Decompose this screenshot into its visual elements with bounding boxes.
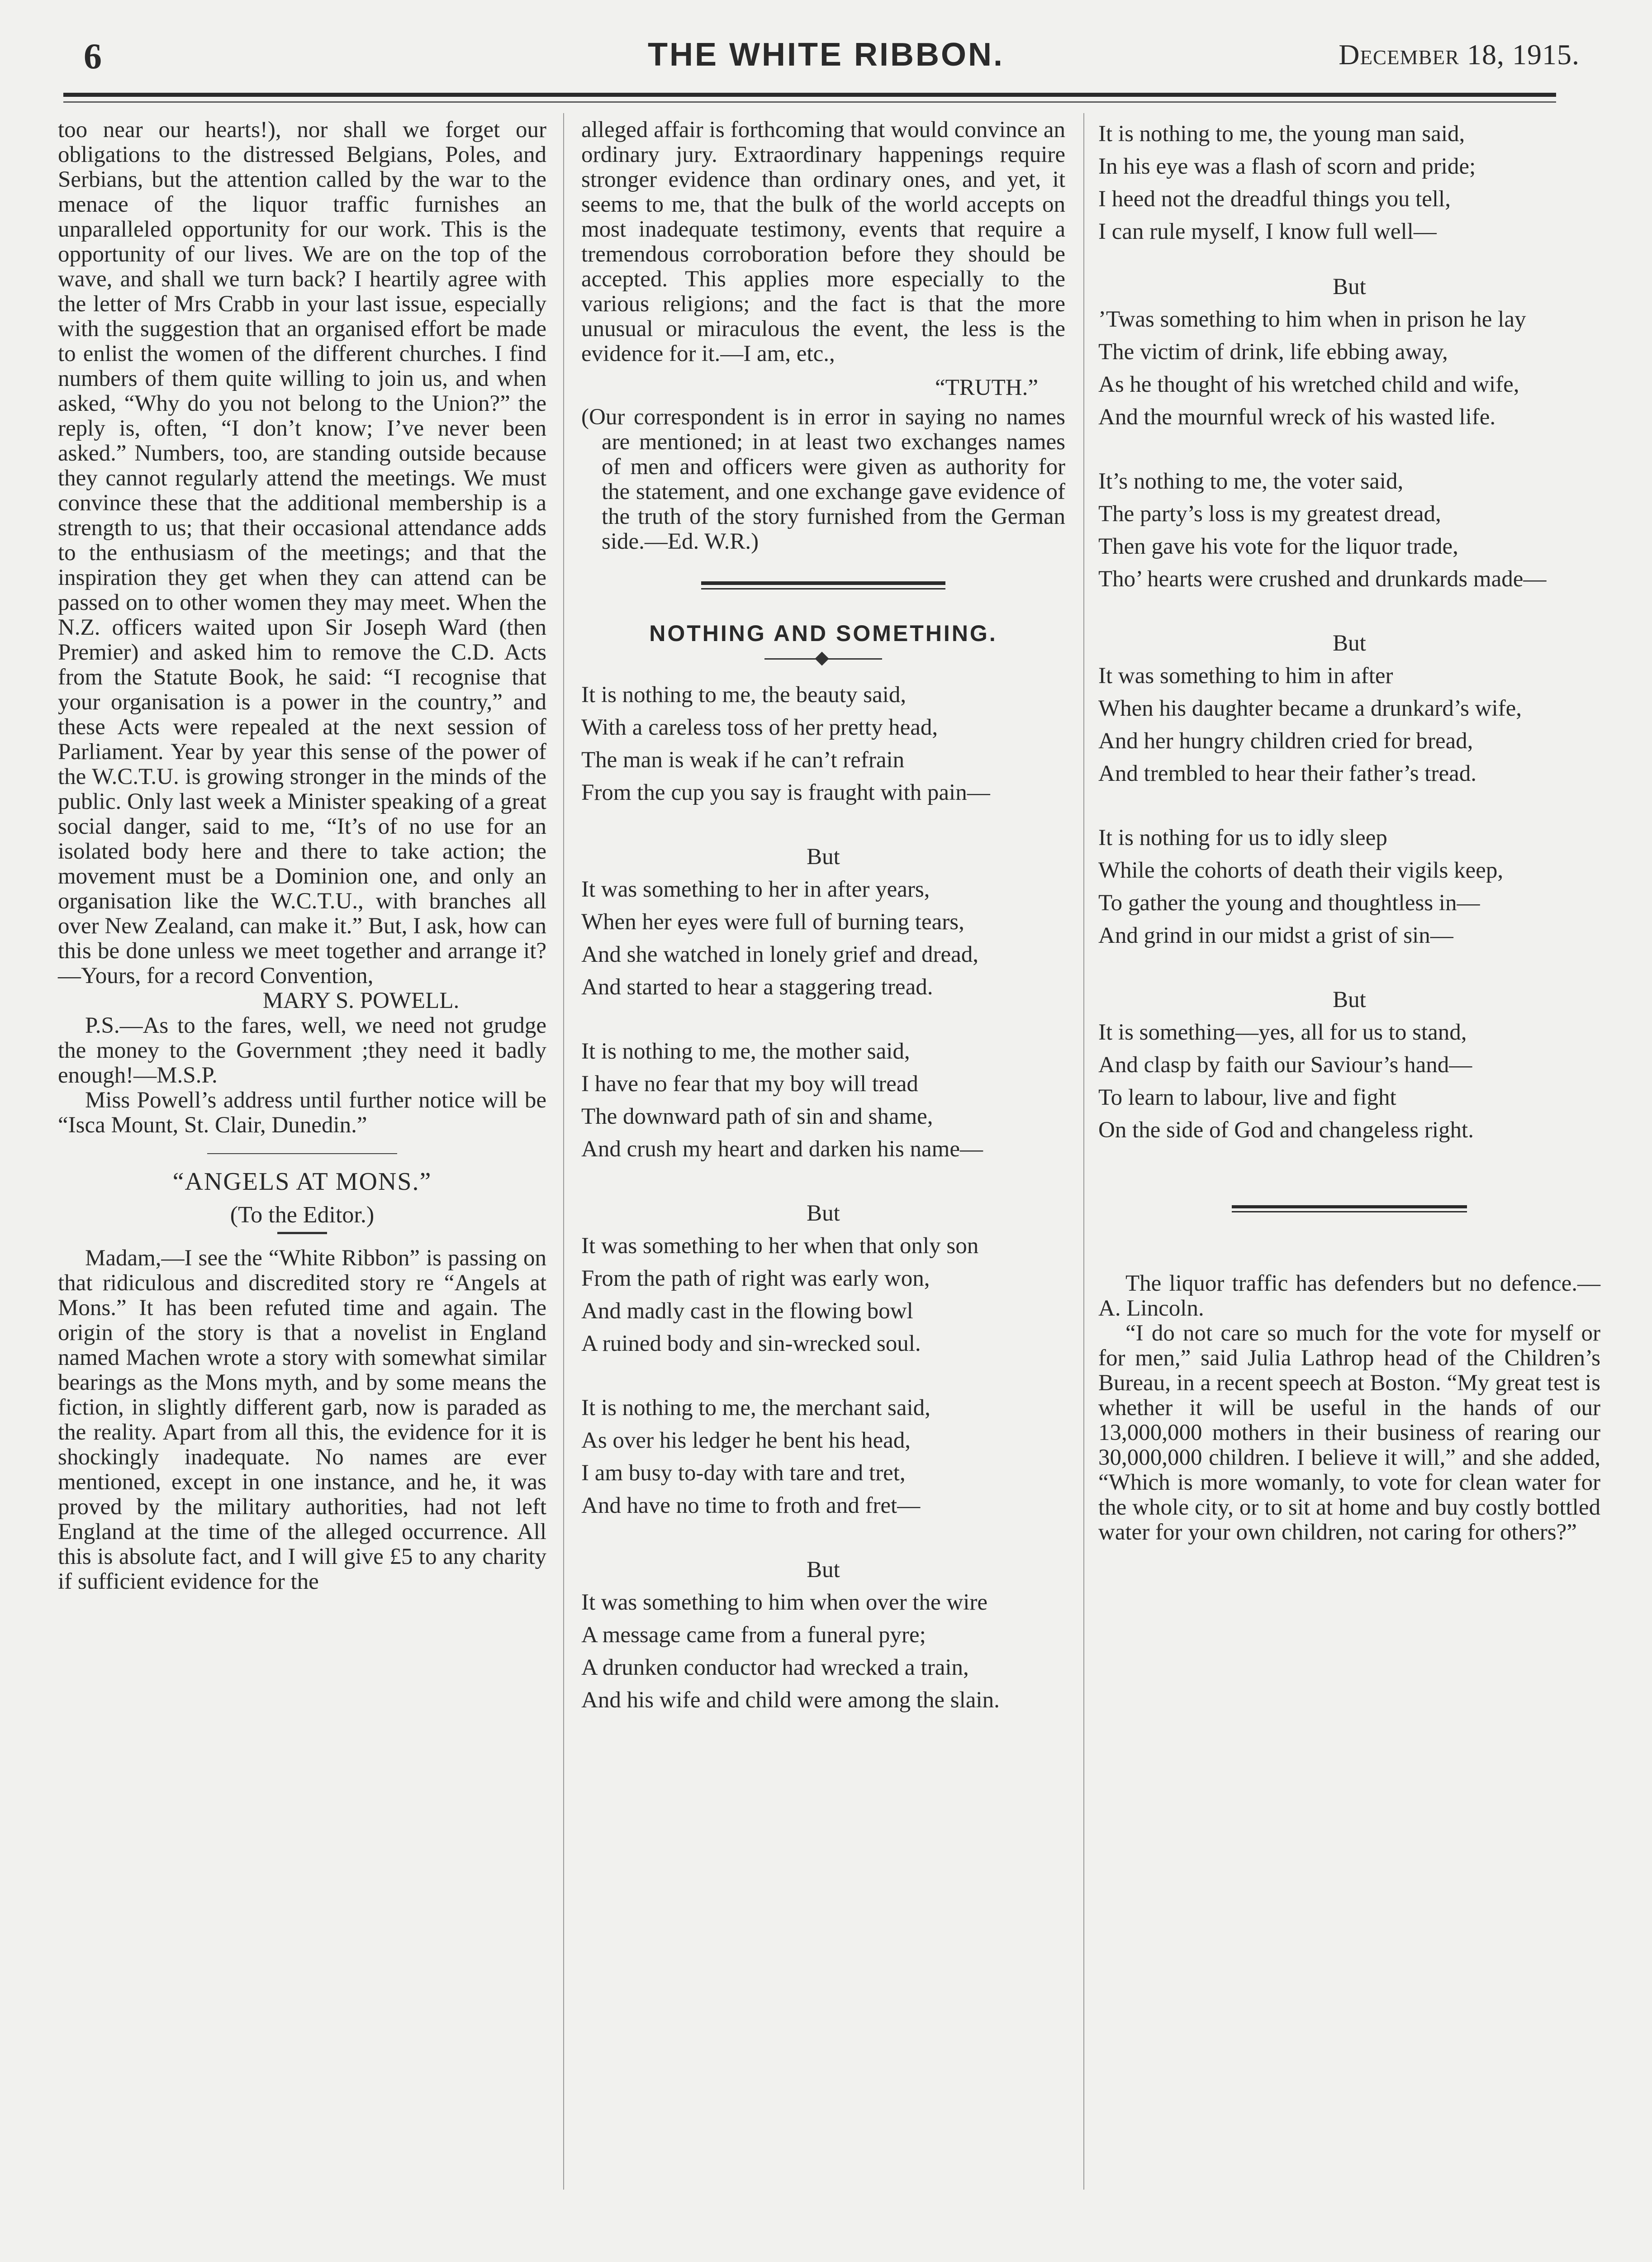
poem-line: And clasp by faith our Saviour’s hand— xyxy=(1098,1052,1472,1078)
section-rule xyxy=(701,581,945,589)
poem-line: When her eyes were full of burning tears, xyxy=(581,909,964,935)
issue-date: December 18, 1915. xyxy=(1339,38,1580,71)
poem-line: As he thought of his wretched child and wife, xyxy=(1098,372,1519,397)
poem-line: While the cohorts of death their vigils keep, xyxy=(1098,858,1504,883)
page-header xyxy=(0,32,1652,81)
poem-but: But xyxy=(807,844,840,870)
poem-line: As over his ledger he bent his head, xyxy=(581,1428,911,1453)
lathrop-quote: “I do not care so much for the vote for myself or for men,” said Julia Lathrop head of the Children’s Bureau, in a recent speech at Boston. “My great test is whether it will be useful in the hands of our 13,000,000 mothers in their business of rearing our 30,000,000 children. I believe it will,” and she added, “Which is more womanly, to vote for clean water for the whole city, or to sit at home and buy costly bottled water for your own children, not caring for others?” xyxy=(1098,1321,1600,1545)
poem-line: It’s nothing to me, the voter said, xyxy=(1098,469,1404,494)
poem-line: And the mournful wreck of his wasted life. xyxy=(1098,404,1496,430)
column-1 xyxy=(58,118,546,1594)
poem-stanza xyxy=(1098,1016,1600,1146)
poem-line: It was something to her in after years, xyxy=(581,877,930,902)
editor-note: (Our correspondent is in error in saying no names are mentioned; in at least two exchanges names of men and officers were given as authority for the statement, and one exchange gave evidence of the truth of the story furnished from the German side.—Ed. W.R.) xyxy=(581,404,1065,554)
poem-line: A message came from a funeral pyre; xyxy=(581,1622,926,1648)
poem-line: And have no time to froth and fret— xyxy=(581,1493,921,1518)
poem-title: NOTHING AND SOMETHING. xyxy=(649,621,997,646)
diamond-ornament xyxy=(764,652,882,666)
poem-part-2 xyxy=(1098,118,1600,1146)
poem-line: And grind in our midst a grist of sin— xyxy=(1098,923,1453,948)
section-rule xyxy=(1232,1205,1467,1212)
article-subtitle: (To the Editor.) xyxy=(230,1202,375,1228)
poem-stanza xyxy=(581,1392,1065,1522)
poem-stanza xyxy=(581,873,1065,1003)
poem-line: With a careless toss of her pretty head, xyxy=(581,715,938,740)
poem-line: I am busy to-day with tare and tret, xyxy=(581,1460,906,1486)
poem-stanza xyxy=(1098,118,1600,248)
poem-stanza xyxy=(581,1035,1065,1165)
article-body: Madam,—I see the “White Ribbon” is passing on that ridiculous and discredited story re “Angels at Mons.” It has been refuted time and again. The origin of the story is that a novelist in England named Machen wrote a story with somewhat similar bearings as the Mons myth, and by some means the fiction, in slightly different garb, now is paraded as the reality. Apart from all this, the evidence for it is shockingly inadequate. No names are ever mentioned, except in one instance, and he, it was proved by the military authorities, had not left England at the time of the alleged occurrence. All this is absolute fact, and I will give £5 to any charity if sufficient evidence for the xyxy=(58,1245,546,1594)
poem-line: A ruined body and sin-wrecked soul. xyxy=(581,1331,921,1356)
poem-line: A drunken conductor had wrecked a train, xyxy=(581,1655,969,1680)
header-rule xyxy=(63,93,1556,97)
page-number: 6 xyxy=(84,37,102,76)
poem-line: The party’s loss is my greatest dread, xyxy=(1098,501,1441,527)
poem-line: It is nothing to me, the merchant said, xyxy=(581,1395,930,1421)
letter-text: too near our hearts!), nor shall we forget our obligations to the distressed Belgians, Poles, and Serbians, but the attention called by the war to the menace of the liquor traffic furnishes an unparalleled opportunity for our work. This is the opportunity of our lives. We are on the top of the wave, and shall we turn back? I heartily agree with the letter of Mrs Crabb in your last issue, especially with the suggestion that an organised effort be made to enlist the women of the different churches. I find numbers of them quite willing to join us, and when asked, “Why do you not belong to the Union?” the reply is, often, “I don’t know; I’ve never been asked.” Numbers, too, are standing outside because they cannot regularly attend the meetings. We must convince these that the additional membership is a strength to us; that their occasional attendance adds to the enthusiasm of the meetings; and that the inspiration they get when they can attend can be passed on to other women they may meet. When the N.Z. officers waited upon Sir Joseph Ward (then Premier) and asked him to remove the C.D. Acts from the Statute Book, he said: “I recognise that your organisation is a power in the country,” and these Acts were repealed at the next session of Parliament. Year by year this sense of the power of the W.C.T.U. is growing stronger in the minds of the public. Only last week a Minister speaking of a great social danger, said to me, “It’s of no use for an isolated body here and there to take action; the movement must be a Dominion one, and only an organisation like the W.C.T.U., with branches all over New Zealand, can make it.” But, I ask, how can this be done unless we meet together and arrange it?—Yours, for a record Convention, xyxy=(58,117,546,988)
poem-line: On the side of God and changeless right. xyxy=(1098,1117,1474,1143)
poem-line: From the path of right was early won, xyxy=(581,1266,930,1291)
poem-line: It is nothing to me, the mother said, xyxy=(581,1039,910,1064)
poem-stanza xyxy=(1098,822,1600,952)
letter-signature: MARY S. POWELL. xyxy=(262,988,460,1013)
poem-line: It was something to him when over the wire xyxy=(581,1590,987,1615)
poem-line: I have no fear that my boy will tread xyxy=(581,1071,918,1097)
quotes-section xyxy=(1098,1271,1600,1545)
article-title: “ANGELS AT MONS.” xyxy=(172,1168,432,1196)
lincoln-quote: The liquor traffic has defenders but no defence.—A. Lincoln. xyxy=(1098,1271,1600,1321)
poem-but: But xyxy=(1333,274,1366,299)
poem-stanza xyxy=(1098,660,1600,790)
poem-line: The man is weak if he can’t refrain xyxy=(581,747,905,773)
address-note: Miss Powell’s address until further notice will be “Isca Mount, St. Clair, Dunedin.” xyxy=(58,1088,546,1138)
poem-line: From the cup you say is fraught with pain— xyxy=(581,780,990,805)
poem-stanza xyxy=(581,679,1065,809)
letter-postscript: P.S.—As to the fares, well, we need not grudge the money to the Government ;they need it badly enough!—M.S.P. xyxy=(58,1013,546,1088)
poem-line: I can rule myself, I know full well— xyxy=(1098,219,1437,244)
header-rule-thin xyxy=(63,101,1556,103)
poem-but: But xyxy=(807,1557,840,1582)
poem-stanza xyxy=(1098,303,1600,433)
poem-line: When his daughter became a drunkard’s wife, xyxy=(1098,696,1522,721)
poem-line: In his eye was a flash of scorn and pride; xyxy=(1098,154,1476,179)
poem-but: But xyxy=(1333,631,1366,656)
poem-line: It is nothing for us to idly sleep xyxy=(1098,825,1387,851)
column-2 xyxy=(581,118,1065,1716)
poem-line: And started to hear a staggering tread. xyxy=(581,974,933,1000)
poem-line: And his wife and child were among the slain. xyxy=(581,1687,1000,1713)
poem-line: And crush my heart and darken his name— xyxy=(581,1136,983,1162)
poem-line: The downward path of sin and shame, xyxy=(581,1104,933,1129)
article-body-continued: alleged affair is forthcoming that would convince an ordinary jury. Extraordinary happenings require stronger evidence than ordinary ones, and yet, it seems to me, that the bulk of the world accepts on most inadequate testimony, events that require a tremendous corroboration before they should be accepted. This applies more especially to the various religions; and the fact is that the more unusual or miraculous the event, the less is the evidence for it.—I am, etc., xyxy=(581,117,1065,366)
poem-line: It is nothing to me, the young man said, xyxy=(1098,121,1465,147)
poem-line: To gather the young and thoughtless in— xyxy=(1098,890,1480,916)
poem-stanza xyxy=(581,1230,1065,1360)
poem-part-1 xyxy=(581,679,1065,1716)
column-divider xyxy=(563,113,564,2190)
poem-line: It is something—yes, all for us to stand, xyxy=(1098,1020,1467,1045)
title-rule xyxy=(277,1232,327,1234)
poem-line: Tho’ hearts were crushed and drunkards made— xyxy=(1098,566,1547,592)
poem-line: And she watched in lonely grief and dread, xyxy=(581,942,979,967)
poem-line: Then gave his vote for the liquor trade, xyxy=(1098,534,1458,559)
poem-line: And madly cast in the flowing bowl xyxy=(581,1298,913,1324)
poem-but: But xyxy=(807,1201,840,1226)
poem-line: The victim of drink, life ebbing away, xyxy=(1098,339,1448,365)
poem-line: And trembled to hear their father’s tread. xyxy=(1098,761,1476,786)
poem-line: And her hungry children cried for bread, xyxy=(1098,728,1473,754)
section-separator xyxy=(207,1153,397,1154)
column-divider xyxy=(1083,113,1084,2190)
poem-stanza xyxy=(1098,465,1600,595)
poem-line: To learn to labour, live and fight xyxy=(1098,1085,1396,1110)
poem-line: It was something to him in after xyxy=(1098,663,1393,689)
article-signature: “TRUTH.” xyxy=(935,375,1038,400)
poem-line: It was something to her when that only son xyxy=(581,1233,979,1259)
poem-but: But xyxy=(1333,987,1366,1012)
poem-line: I heed not the dreadful things you tell, xyxy=(1098,186,1451,212)
column-3 xyxy=(1098,118,1600,1545)
poem-line: It is nothing to me, the beauty said, xyxy=(581,682,907,708)
poem-stanza xyxy=(581,1586,1065,1716)
publication-title: THE WHITE RIBBON. xyxy=(648,37,1004,73)
poem-line: ’Twas something to him when in prison he lay xyxy=(1098,307,1526,332)
